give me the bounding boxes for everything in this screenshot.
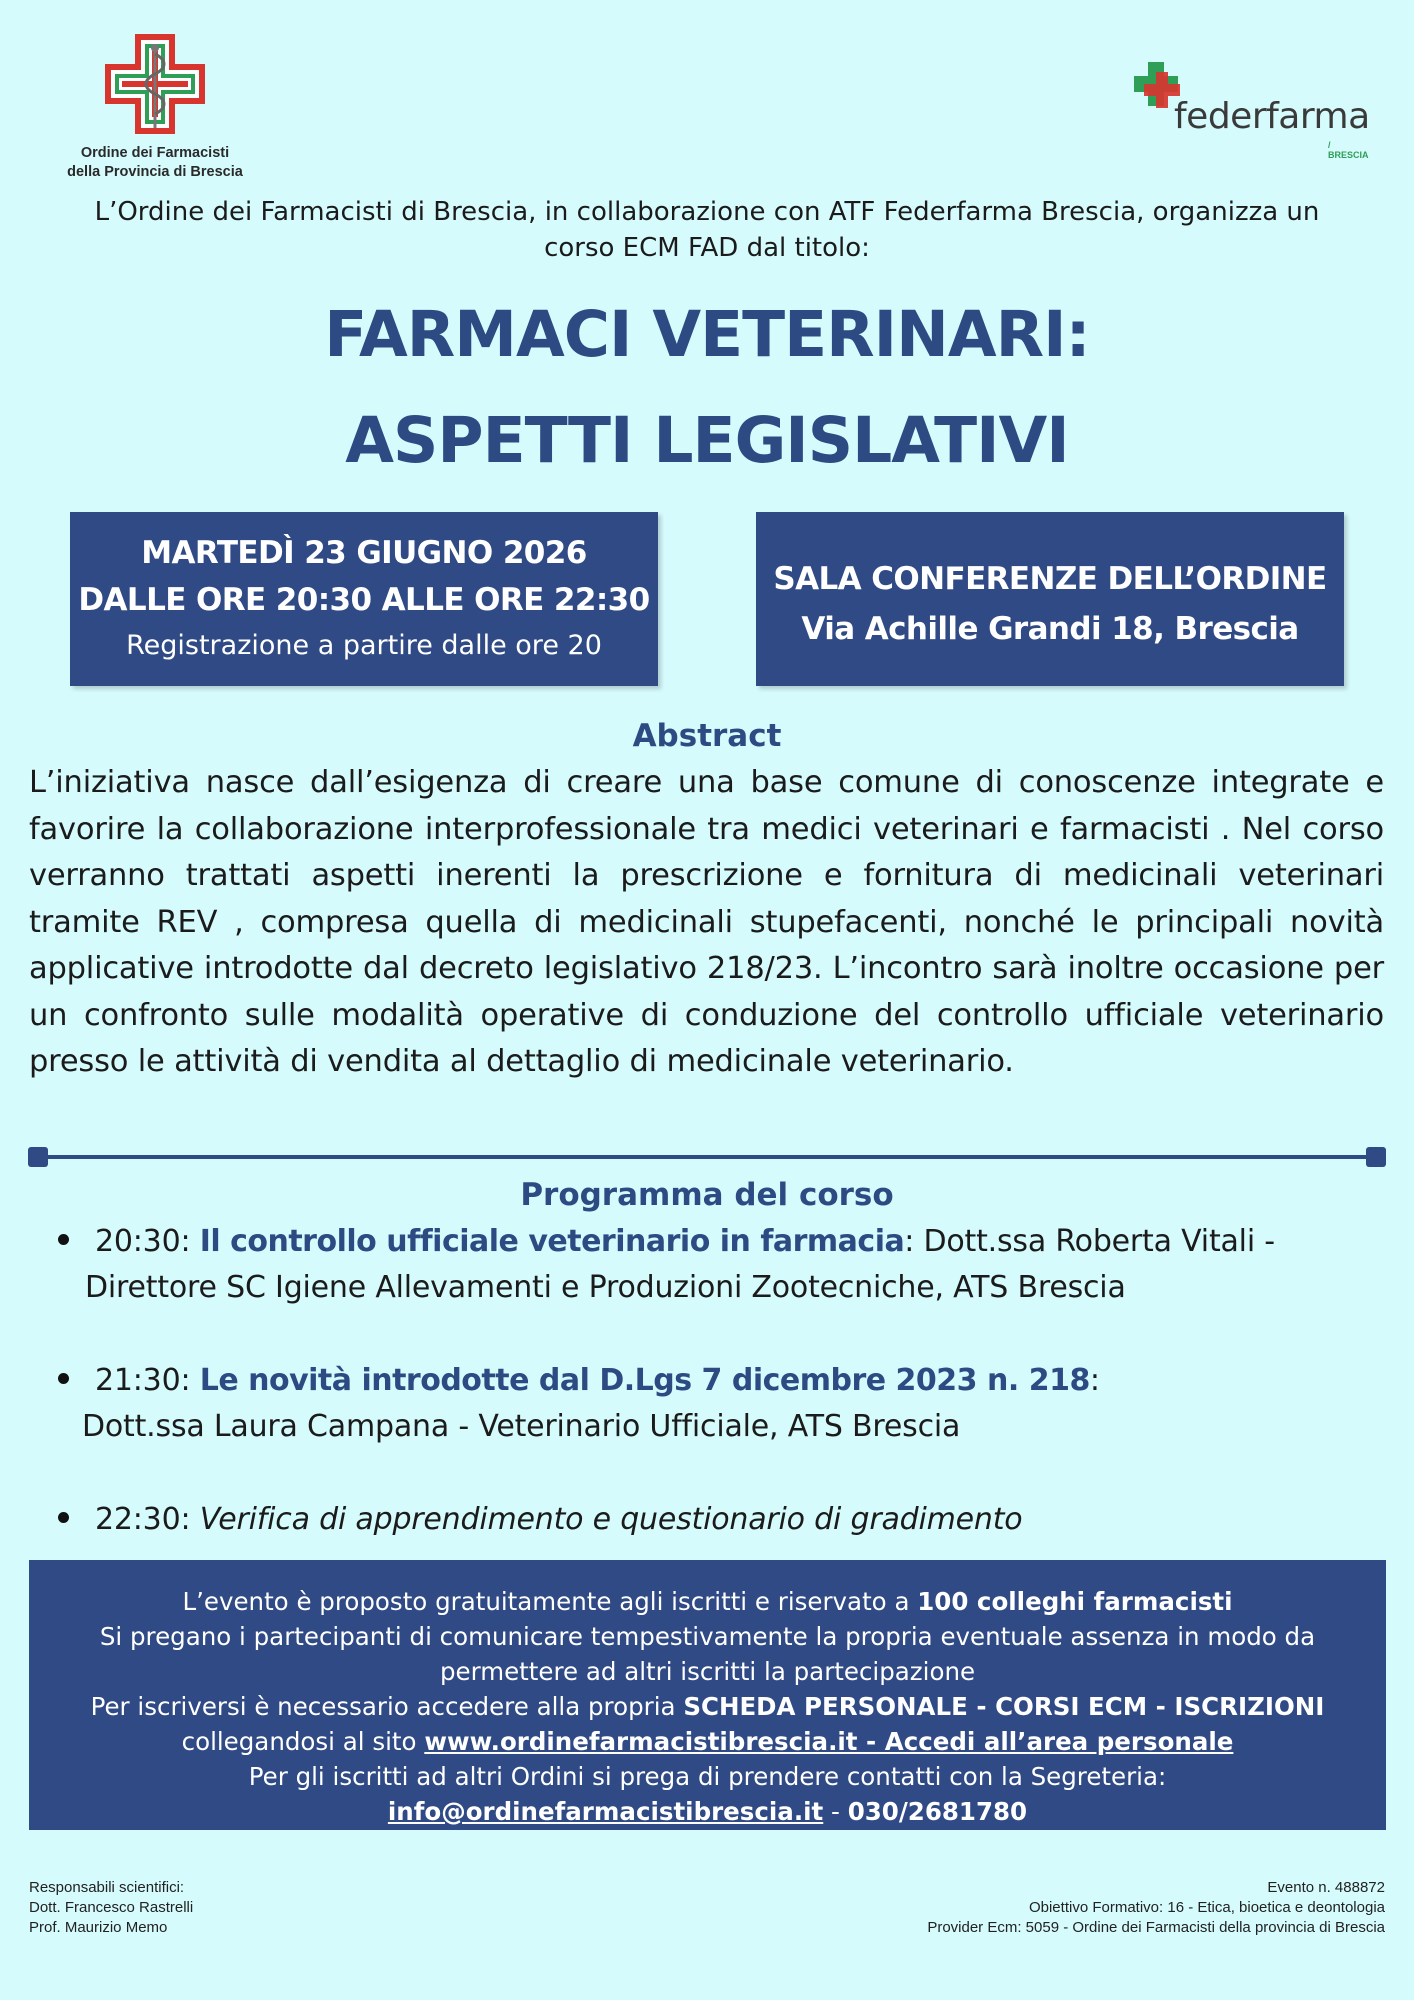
info-line-5: collegandosi al sito <box>181 1727 425 1756</box>
footer-left-line: Dott. Francesco Rastrelli <box>29 1899 194 1916</box>
venue-name: SALA CONFERENZE DELL’ORDINE <box>773 561 1327 597</box>
program-time: 20:30: <box>95 1224 200 1259</box>
caduceus-cross-icon <box>105 34 205 134</box>
info-line-1: L’evento è proposto gratuitamente agli iscritti e riservato a <box>182 1587 918 1616</box>
footer-left-line: Prof. Maurizio Memo <box>29 1919 168 1936</box>
program-time: 21:30: <box>95 1363 200 1398</box>
abstract-heading: Abstract <box>632 718 782 754</box>
program-item <box>58 1219 1388 1311</box>
program-speaker: : <box>1089 1363 1100 1398</box>
course-title-line-1: FARMACI VETERINARI: <box>324 298 1090 371</box>
footer-left <box>29 1878 193 1938</box>
venue-address: Via Achille Grandi 18, Brescia <box>801 611 1299 647</box>
federfarma-wordmark: federfarma <box>1174 96 1370 137</box>
info-scheda: SCHEDA PERSONALE - CORSI ECM - ISCRIZIONI <box>683 1692 1325 1721</box>
bullet-icon <box>58 1373 69 1384</box>
date-box <box>70 512 658 686</box>
program-speaker-role: Direttore SC Igiene Allevamenti e Produzioni Zootecniche, ATS Brescia <box>85 1270 1126 1305</box>
ordine-logo <box>50 34 260 182</box>
footer-right-line: Evento n. 488872 <box>1267 1879 1385 1896</box>
federfarma-logo <box>1130 58 1370 158</box>
ordine-logo-label-1: Ordine dei Farmacisti <box>80 145 230 161</box>
registration-line: Registrazione a partire dalle ore 20 <box>126 630 602 661</box>
abstract-text: L’iniziativa nasce dall’esigenza di creare una base comune di conoscenze integrate e favorire la collaborazione interprofessionale tra medici veterinari e farmacisti . Nel corso verranno trattati aspetti inerenti la prescrizione e fornitura di medicinali veterinari tramite REV , compresa quella di medicinali stupefacenti, nonché le principali novità applicative introdotte dal decreto legislativo 218/23. L’incontro sarà inoltre occasione per un confronto sulle modalità operative di conduzione del controllo ufficiale veterinario presso le attività di vendita al dettaglio di medicinale veterinario. <box>29 765 1384 1079</box>
info-line-6: Per gli iscritti ad altri Ordini si prega di prendere contatti con la Segreteria: <box>248 1762 1167 1791</box>
time-line: DALLE ORE 20:30 ALLE ORE 22:30 <box>78 582 650 618</box>
ordine-logo-label-2: della Provincia di Brescia <box>67 164 243 180</box>
program-topic: Verifica di apprendimento e questionario di gradimento <box>199 1502 1023 1537</box>
bullet-icon <box>58 1234 69 1245</box>
program-speaker: : Dott.ssa Roberta Vitali - <box>904 1224 1275 1259</box>
course-title <box>0 282 1414 494</box>
info-box <box>29 1560 1386 1830</box>
footer-left-line: Responsabili scientifici: <box>29 1879 185 1896</box>
info-line-3: permettere ad altri iscritti la partecipazione <box>439 1657 976 1686</box>
program-time: 22:30: <box>95 1502 200 1537</box>
footer-right-line: Obiettivo Formativo: 16 - Etica, bioetica e deontologia <box>1028 1899 1385 1916</box>
footer-right <box>927 1878 1385 1938</box>
info-line-4: Per iscriversi è necessario accedere alla propria <box>90 1692 684 1721</box>
federfarma-sub: / BRESCIA <box>1328 140 1369 160</box>
program-item <box>58 1358 1388 1450</box>
program-topic: Il controllo ufficiale veterinario in farmacia <box>199 1224 905 1259</box>
program-item <box>58 1497 1388 1543</box>
info-line-2: Si pregano i partecipanti di comunicare tempestivamente la propria eventuale assenza in modo da <box>99 1622 1316 1651</box>
programma-heading: Programma del corso <box>520 1177 894 1213</box>
footer-right-line: Provider Ecm: 5059 - Ordine dei Farmacisti della provincia di Brescia <box>927 1919 1385 1936</box>
info-seats: 100 colleghi farmacisti <box>917 1587 1233 1616</box>
intro-line-1: L’Ordine dei Farmacisti di Brescia, in collaborazione con ATF Federfarma Brescia, organizza un <box>94 197 1320 227</box>
intro-text <box>40 194 1374 266</box>
info-sep: - <box>823 1797 848 1826</box>
program-speaker-role: Dott.ssa Laura Campana - Veterinario Ufficiale, ATS Brescia <box>82 1409 961 1444</box>
website-link[interactable]: www.ordinefarmacistibrescia.it - Accedi all’area personale <box>424 1727 1234 1756</box>
bullet-icon <box>58 1512 69 1523</box>
program-topic: Le novità introdotte dal D.Lgs 7 dicembre 2023 n. 218 <box>199 1363 1090 1398</box>
venue-box <box>756 512 1344 686</box>
phone-number: 030/2681780 <box>847 1797 1028 1826</box>
email-link[interactable]: info@ordinefarmacistibrescia.it <box>387 1797 824 1826</box>
intro-line-2: corso ECM FAD dal titolo: <box>544 233 870 263</box>
date-line: MARTEDÌ 23 GIUGNO 2026 <box>141 535 587 571</box>
course-title-line-2: ASPETTI LEGISLATIVI <box>345 404 1069 477</box>
section-divider <box>28 1145 1386 1169</box>
